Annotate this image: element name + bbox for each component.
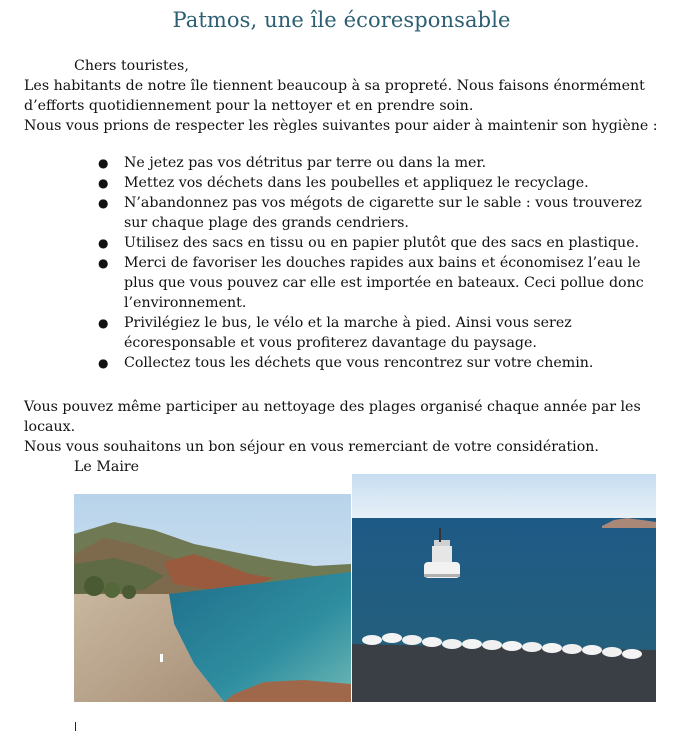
closing-paragraph bbox=[24, 397, 641, 457]
rule-item bbox=[98, 193, 654, 233]
greeting: Chers touristes, bbox=[74, 58, 189, 74]
intro-line: Les habitants de notre île tiennent beaucoup à sa propreté. Nous faisons énormément bbox=[24, 78, 645, 94]
beach-photo bbox=[74, 494, 351, 702]
rules-list bbox=[98, 153, 654, 373]
bullet-icon: ● bbox=[98, 236, 109, 250]
bullet-icon: ● bbox=[98, 256, 109, 270]
intro-paragraph bbox=[24, 76, 658, 136]
rule-text: sur chaque plage des grands cendriers. bbox=[124, 215, 409, 231]
rule-text: Merci de favoriser les douches rapides aux bains et économisez l’eau le bbox=[124, 255, 641, 271]
bullet-icon: ● bbox=[98, 176, 109, 190]
bullet-icon: ● bbox=[98, 356, 109, 370]
bullet-icon: ● bbox=[98, 316, 109, 330]
rule-item bbox=[98, 313, 654, 353]
rule-item bbox=[98, 353, 654, 373]
rule-text: écoresponsable et vous profiterez davantage du paysage. bbox=[124, 335, 537, 351]
rule-text: Utilisez des sacs en tissu ou en papier plutôt que des sacs en plastique. bbox=[124, 235, 640, 251]
closing-line: locaux. bbox=[24, 419, 76, 435]
boat-photo bbox=[352, 474, 656, 702]
rule-text: Privilégiez le bus, le vélo et la marche à pied. Ainsi vous serez bbox=[124, 315, 572, 331]
rule-item bbox=[98, 253, 654, 313]
rule-item bbox=[98, 233, 654, 253]
bullet-icon: ● bbox=[98, 196, 109, 210]
rule-text: N’abandonnez pas vos mégots de cigarette sur le sable : vous trouverez bbox=[124, 195, 642, 211]
rule-text: plus que vous pouvez car elle est importée en bateaux. Ceci pollue donc bbox=[124, 275, 644, 291]
closing-line: Vous pouvez même participer au nettoyage des plages organisé chaque année par les bbox=[24, 399, 641, 415]
rule-text: Ne jetez pas vos détritus par terre ou dans la mer. bbox=[124, 155, 487, 171]
rule-text: Collectez tous les déchets que vous rencontrez sur votre chemin. bbox=[124, 355, 594, 371]
rule-item bbox=[98, 173, 654, 193]
document-title: Patmos, une île écoresponsable bbox=[172, 8, 511, 32]
rule-text: l’environnement. bbox=[124, 295, 247, 311]
bullet-icon: ● bbox=[98, 156, 109, 170]
text-cursor bbox=[75, 722, 76, 731]
closing-line: Nous vous souhaitons un bon séjour en vous remerciant de votre considération. bbox=[24, 439, 599, 455]
rule-item bbox=[98, 153, 654, 173]
rule-text: Mettez vos déchets dans les poubelles et appliquez le recyclage. bbox=[124, 175, 589, 191]
intro-line: d’efforts quotidiennement pour la nettoyer et en prendre soin. bbox=[24, 98, 474, 114]
signature: Le Maire bbox=[74, 459, 140, 475]
intro-line: Nous vous prions de respecter les règles suivantes pour aider à maintenir son hygiène : bbox=[24, 118, 658, 134]
